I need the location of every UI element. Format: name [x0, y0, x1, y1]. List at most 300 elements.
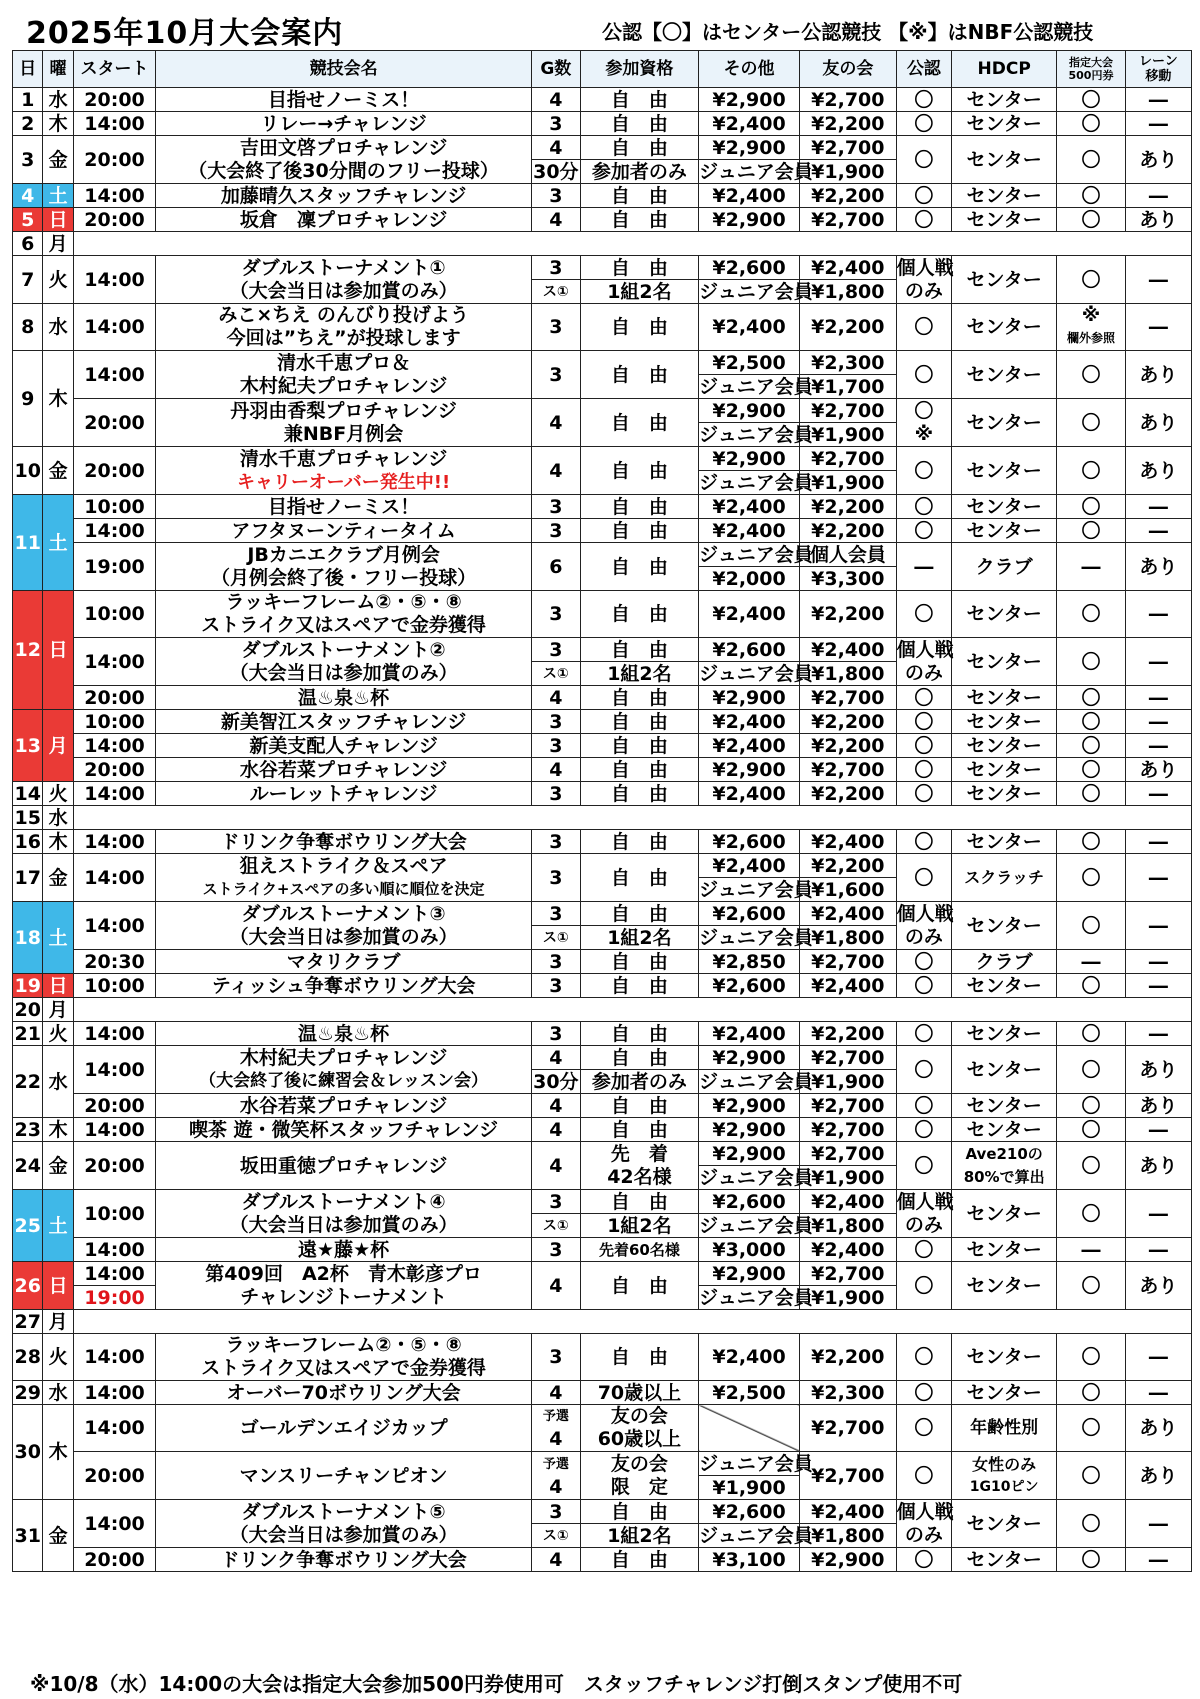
col-start: スタート [73, 51, 156, 88]
cell-line: 先 着 [610, 1142, 668, 1165]
table-cell: 自 由 [580, 256, 698, 280]
table-cell: 20:00 [73, 686, 156, 710]
table-cell: センター [952, 1238, 1057, 1262]
table-cell: 4 [531, 1381, 580, 1405]
table-cell: 4 [531, 208, 580, 232]
table-cell: 〇 [896, 1094, 951, 1118]
table-cell: ¥2,600 [699, 902, 800, 926]
table-cell: 火 [43, 1334, 73, 1381]
table-cell: 19 [14, 974, 41, 997]
table-cell [156, 447, 532, 495]
table-cell: 〇 [1057, 734, 1125, 758]
table-cell: ¥2,900 [800, 1548, 897, 1572]
table-row [13, 1142, 1192, 1166]
table-cell: ¥2,900 [699, 1142, 800, 1166]
table-cell: ¥2,400 [800, 974, 897, 998]
table-cell: 20:30 [73, 950, 156, 974]
table-cell: 金 [43, 1142, 73, 1190]
table-cell: 27 [14, 1310, 41, 1333]
table-cell: センター [952, 112, 1057, 136]
cell-line: （大会当日は参加賞のみ） [229, 661, 458, 684]
table-row [13, 638, 1192, 662]
table-cell: ¥2,400 [699, 1022, 800, 1046]
table-cell: 〇 [896, 208, 951, 232]
table-cell: ドリンク争奪ボウリング大会 [156, 830, 532, 854]
cell-line: ダブルストーナメント② [241, 638, 446, 661]
cell-line: 予選 [542, 1409, 569, 1424]
table-cell [156, 304, 532, 351]
table-cell: 4 [531, 447, 580, 495]
table-cell: ¥2,400 [800, 256, 897, 280]
table-cell: 〇 [1057, 1142, 1125, 1190]
cell-line: 個人戦 [896, 638, 954, 661]
table-row-empty [13, 1310, 1192, 1334]
table-row [13, 1381, 1192, 1405]
table-cell: 〇 [1057, 519, 1125, 543]
table-cell: あり [1125, 1452, 1191, 1500]
table-cell: ¥1,900 [699, 1476, 800, 1500]
table-cell: ¥2,500 [699, 1381, 800, 1405]
table-cell: 〇 [896, 1548, 951, 1572]
table-cell: 3 [531, 1500, 580, 1524]
table-cell: 木 [43, 830, 73, 854]
table-cell: ― [1125, 495, 1191, 519]
table-cell: 年齢性別 [952, 1405, 1057, 1452]
table-cell: ¥2,700 [800, 1118, 897, 1142]
table-cell: 20:00 [73, 208, 156, 232]
table-cell: 6 [13, 232, 43, 256]
table-cell: ¥2,400 [800, 1238, 897, 1262]
table-cell: 〇 [896, 1334, 951, 1381]
table-cell: 3 [531, 1190, 580, 1214]
table-cell: 22 [13, 1046, 43, 1118]
table-cell: ¥1,800 [800, 926, 897, 950]
cell-line: 60歳以上 [597, 1428, 682, 1450]
table-cell: 〇 [1057, 1022, 1125, 1046]
table-cell: ¥2,900 [699, 1046, 800, 1070]
table-cell: ― [1057, 543, 1125, 591]
table-cell: ジュニア会員 [699, 375, 813, 398]
table-cell: 12 [13, 591, 43, 710]
table-cell: ¥2,400 [800, 1500, 897, 1524]
table-cell: ¥2,600 [699, 638, 800, 662]
table-cell: 〇 [896, 1238, 951, 1262]
table-cell: 水 [43, 1046, 73, 1118]
cell-line: ラッキーフレーム②・⑤・⑧ [225, 591, 462, 613]
table-cell: 3 [531, 495, 580, 519]
table-cell: ¥1,900 [800, 160, 897, 184]
table-cell: 自 由 [580, 304, 698, 351]
table-cell: クラブ [952, 543, 1057, 591]
table-cell: ¥2,900 [699, 399, 800, 423]
cell-line: 吉田文啓プロチャレンジ [239, 136, 448, 159]
table-cell: ― [1125, 974, 1191, 998]
table-cell: 月 [43, 232, 73, 256]
table-cell: 10 [13, 447, 43, 495]
cell-line: のみ [904, 279, 943, 302]
table-cell: 水谷若菜プロチャレンジ [156, 758, 532, 782]
table-cell: あり [1125, 543, 1191, 591]
cell-line: 指定大会 [1068, 56, 1113, 69]
table-cell [156, 543, 532, 591]
table-row [13, 1094, 1192, 1118]
cell-line: 兼NBF月例会 [283, 422, 404, 445]
table-cell: 新美智江スタッフチャレンジ [156, 710, 532, 734]
table-cell: ― [1125, 112, 1191, 136]
col-friend-fee: 友の会 [800, 51, 897, 88]
table-cell [73, 806, 1191, 830]
table-cell: 〇 [1057, 854, 1125, 902]
table-cell [73, 1310, 1191, 1334]
table-cell: ジュニア会員 [699, 543, 813, 566]
table-cell: ¥2,400 [699, 734, 800, 758]
table-cell: 〇 [896, 686, 951, 710]
cell-line: 清水千恵プロチャレンジ [239, 447, 448, 470]
table-cell: ¥1,800 [800, 1524, 897, 1548]
table-cell: あり [1125, 208, 1191, 232]
table-cell: マンスリーチャンピオン [156, 1452, 532, 1500]
table-cell: ¥2,400 [699, 495, 800, 519]
table-cell: 15 [14, 806, 41, 829]
table-cell: 参加者のみ [580, 160, 698, 184]
table-cell: 自 由 [580, 447, 698, 495]
table-cell: アフタヌーンティータイム [156, 519, 532, 543]
table-cell: 10:00 [73, 495, 156, 519]
col-certified: 公認 [896, 51, 951, 88]
table-row [13, 902, 1192, 926]
table-cell: ¥2,700 [800, 208, 897, 232]
table-cell: ¥2,600 [699, 1500, 800, 1524]
table-cell: ドリンク争奪ボウリング大会 [156, 1548, 532, 1572]
col-weekday: 曜 [43, 51, 73, 88]
table-cell: 坂田重徳プロチャレンジ [156, 1142, 532, 1190]
table-cell: ¥1,900 [800, 1166, 897, 1190]
table-cell [156, 638, 532, 686]
table-cell: 10:00 [73, 974, 156, 998]
table-cell: 〇 [896, 1262, 951, 1310]
table-cell: 1組2名 [580, 662, 698, 686]
table-cell [73, 998, 1191, 1022]
table-cell [156, 854, 532, 902]
table-cell: ― [1125, 854, 1191, 902]
table-cell [896, 902, 954, 950]
table-cell: 喫茶 遊・微笑杯スタッフチャレンジ [156, 1118, 532, 1142]
table-cell: 〇 [1057, 399, 1125, 447]
table-cell [156, 136, 532, 184]
table-cell: ¥2,300 [800, 1381, 897, 1405]
table-cell: ― [896, 543, 951, 591]
table-cell: 自 由 [580, 638, 698, 662]
table-row [13, 1548, 1192, 1572]
table-cell [896, 638, 954, 686]
cell-line: ストライク又はスペアで金券獲得 [201, 614, 486, 636]
table-cell: 〇 [896, 519, 951, 543]
cell-line: 〇 [914, 399, 934, 422]
table-cell: ¥1,600 [800, 878, 897, 902]
table-cell: ¥2,400 [699, 591, 800, 638]
table-cell: ¥2,300 [800, 351, 897, 375]
table-cell: 3 [531, 782, 580, 806]
table-cell: 〇 [1057, 1118, 1125, 1142]
table-row [13, 88, 1192, 112]
table-cell: ― [1125, 1500, 1191, 1548]
cell-line: ダブルストーナメント③ [241, 902, 446, 925]
table-cell [156, 1046, 532, 1094]
table-cell [896, 399, 951, 447]
table-cell [156, 591, 532, 638]
cell-line: ※ [1081, 304, 1101, 326]
table-cell: 10:00 [73, 591, 156, 638]
table-cell: 自 由 [580, 351, 698, 399]
table-cell: センター [952, 136, 1057, 184]
cell-line: JBカニエクラブ月例会 [247, 543, 440, 566]
table-cell: ¥2,600 [699, 256, 800, 280]
table-cell: センター [952, 208, 1057, 232]
table-cell [156, 1262, 532, 1310]
table-cell: 日 [43, 591, 73, 710]
table-cell: センター [952, 758, 1057, 782]
table-cell: 〇 [896, 950, 951, 974]
cell-line: （大会当日は参加賞のみ） [229, 279, 458, 302]
table-cell: ¥1,900 [800, 1286, 897, 1310]
table-cell: 自 由 [580, 1548, 698, 1572]
table-cell: 〇 [1057, 447, 1125, 495]
table-cell: 〇 [1057, 974, 1125, 998]
table-cell: ¥2,200 [800, 1334, 897, 1381]
table-cell: ¥2,900 [699, 1094, 800, 1118]
table-cell: 自 由 [580, 591, 698, 638]
table-cell: 14:00 [73, 1334, 156, 1381]
table-cell: 20:00 [73, 399, 156, 447]
col-day: 日 [13, 51, 43, 88]
table-cell: ― [1125, 710, 1191, 734]
table-cell: 14:00 [73, 304, 156, 351]
table-cell: 〇 [896, 974, 951, 998]
table-cell: 3 [531, 1022, 580, 1046]
table-cell: ¥2,200 [800, 495, 897, 519]
table-cell: 自 由 [580, 1022, 698, 1046]
table-cell: センター [952, 830, 1057, 854]
cell-line: ダブルストーナメント⑤ [241, 1500, 446, 1523]
table-cell: 月 [43, 1310, 73, 1334]
table-cell: 19:00 [73, 1286, 156, 1310]
table-cell: 〇 [1057, 88, 1125, 112]
cell-line: 友の会 [610, 1452, 668, 1475]
table-cell: 18 [13, 902, 43, 974]
table-cell: ¥2,900 [699, 447, 800, 471]
table-cell: 〇 [896, 758, 951, 782]
table-cell: 〇 [1057, 1094, 1125, 1118]
table-cell: 〇 [1057, 1046, 1125, 1094]
table-cell: 14:00 [73, 1381, 156, 1405]
table-cell: 〇 [1057, 1500, 1125, 1548]
no-fee-cell [699, 1405, 800, 1452]
table-cell [156, 351, 532, 399]
table-cell: ¥1,900 [800, 471, 897, 495]
table-cell: ジュニア会員 [699, 1286, 813, 1309]
table-cell: センター [952, 495, 1057, 519]
table-cell: 1組2名 [580, 926, 698, 950]
table-cell: 日 [43, 974, 73, 998]
table-header-row [13, 51, 1192, 88]
table-cell: 3 [531, 256, 580, 280]
table-cell: 〇 [896, 136, 951, 184]
cell-line: ストライク+スペアの多い順に順位を決定 [202, 879, 485, 898]
table-row [13, 1190, 1192, 1214]
table-cell: 〇 [1057, 782, 1125, 806]
table-cell: ¥2,700 [800, 1046, 897, 1070]
table-cell: ジュニア会員 [699, 662, 813, 685]
table-cell: スクラッチ [952, 854, 1057, 902]
table-cell: センター [952, 1046, 1057, 1094]
table-cell [531, 1452, 580, 1500]
table-cell: 1組2名 [580, 280, 698, 304]
table-cell: 土 [43, 495, 73, 591]
table-cell: ¥1,800 [800, 1214, 897, 1238]
table-cell: 木 [43, 112, 73, 136]
table-cell: 3 [531, 1334, 580, 1381]
table-cell: あり [1125, 447, 1191, 495]
table-cell: センター [952, 1094, 1057, 1118]
table-cell: 〇 [1057, 758, 1125, 782]
table-cell: 土 [43, 184, 73, 208]
cell-line: 木村紀夫プロチャレンジ [239, 374, 448, 397]
table-row [13, 136, 1192, 160]
table-cell: 20:00 [73, 88, 156, 112]
table-cell: ジュニア会員 [699, 878, 813, 901]
table-cell: ¥2,900 [699, 136, 800, 160]
table-cell: 月 [43, 998, 73, 1022]
table-cell: ¥2,400 [800, 1190, 897, 1214]
table-cell: ¥2,400 [699, 112, 800, 136]
table-cell: 火 [43, 782, 73, 806]
cell-line: 4 [549, 1475, 563, 1498]
table-row [13, 710, 1192, 734]
table-cell: 〇 [1057, 686, 1125, 710]
table-cell: 13 [13, 710, 43, 782]
col-hdcp: HDCP [952, 51, 1057, 88]
table-cell: ジュニア会員 [699, 1524, 813, 1547]
table-cell: ― [1125, 256, 1191, 304]
table-cell [896, 1500, 954, 1548]
table-cell: ― [1125, 1548, 1191, 1572]
table-cell: ジュニア会員 [699, 471, 813, 494]
table-cell: 〇 [1057, 351, 1125, 399]
table-row [13, 734, 1192, 758]
table-cell: 14:00 [73, 1405, 156, 1452]
table-cell: オーバー70ボウリング大会 [156, 1381, 532, 1405]
table-cell: センター [952, 1022, 1057, 1046]
table-cell: ― [1125, 902, 1191, 950]
table-cell: ¥2,900 [699, 686, 800, 710]
footer-note: ※10/8（水）14:00の大会は指定大会参加500円券使用可 スタッフチャレンジ打倒スタンプ使用不可 [30, 1672, 963, 1696]
table-cell: 〇 [896, 184, 951, 208]
table-cell: センター [952, 1334, 1057, 1381]
cell-line: チャレンジトーナメント [240, 1285, 447, 1308]
table-cell: ¥2,200 [800, 854, 897, 878]
table-cell: 〇 [896, 734, 951, 758]
col-other-fee: その他 [699, 51, 800, 88]
table-cell: 水谷若菜プロチャレンジ [156, 1094, 532, 1118]
table-cell: ス① [531, 1214, 580, 1238]
table-cell: ¥2,400 [800, 902, 897, 926]
cell-line: のみ [904, 1523, 943, 1546]
table-row [13, 1500, 1192, 1524]
table-cell: ¥2,700 [800, 950, 897, 974]
table-cell: 3 [531, 591, 580, 638]
table-cell: 3 [531, 304, 580, 351]
table-cell: クラブ [952, 950, 1057, 974]
cell-line: 友の会 [610, 1405, 668, 1427]
table-row [13, 1262, 1192, 1286]
table-cell: ¥2,900 [699, 1262, 800, 1286]
table-cell: 4 [531, 88, 580, 112]
table-cell: センター [952, 734, 1057, 758]
table-cell: 〇 [1057, 495, 1125, 519]
table-cell: 20 [14, 998, 41, 1021]
table-cell: ¥2,200 [800, 184, 897, 208]
table-cell: 3 [531, 902, 580, 926]
table-cell: 自 由 [580, 1262, 698, 1310]
table-cell: ¥2,600 [699, 830, 800, 854]
table-cell: 自 由 [580, 208, 698, 232]
table-cell: 自 由 [580, 495, 698, 519]
table-cell: 自 由 [580, 184, 698, 208]
table-cell: 月 [43, 710, 73, 782]
table-cell: 〇 [896, 112, 951, 136]
table-cell: ジュニア会員 [699, 926, 813, 949]
table-cell: 〇 [1057, 208, 1125, 232]
cell-line: 木村紀夫プロチャレンジ [239, 1046, 448, 1069]
table-cell: ¥2,400 [699, 782, 800, 806]
table-cell: 1組2名 [580, 1524, 698, 1548]
cell-line: 個人戦 [896, 256, 954, 279]
table-row [13, 184, 1192, 208]
carryover-notice: キャリーオーバー発生中!! [237, 471, 451, 493]
table-row-empty [13, 998, 1192, 1022]
table-cell: 水 [43, 1381, 73, 1405]
table-cell: ¥2,850 [699, 950, 800, 974]
table-cell [580, 1452, 698, 1500]
table-row [13, 351, 1192, 375]
table-cell: 自 由 [580, 734, 698, 758]
cell-line: 予選 [542, 1456, 569, 1472]
table-cell: マタリクラブ [156, 950, 532, 974]
cell-line: （大会当日は参加賞のみ） [229, 925, 458, 948]
table-row [13, 974, 1192, 998]
table-cell: 自 由 [580, 1118, 698, 1142]
table-cell: ¥2,200 [800, 304, 897, 351]
table-cell: あり [1125, 1142, 1191, 1190]
table-cell: 自 由 [580, 519, 698, 543]
cell-line: 清水千恵プロ＆ [277, 351, 411, 374]
table-cell: 14:00 [73, 638, 156, 686]
table-cell: 〇 [1057, 1190, 1125, 1238]
cell-line: （大会終了後に練習会＆レッスン会） [199, 1070, 489, 1091]
table-cell: 〇 [896, 782, 951, 806]
table-cell: ¥3,100 [699, 1548, 800, 1572]
table-cell [580, 1142, 698, 1190]
cell-line: 限 定 [610, 1475, 668, 1498]
table-cell: センター [952, 184, 1057, 208]
table-cell: 31 [13, 1500, 43, 1572]
table-cell [896, 1190, 954, 1238]
table-cell: 10:00 [73, 1190, 156, 1238]
table-cell: ¥2,200 [800, 710, 897, 734]
table-cell: ¥2,200 [800, 591, 897, 638]
table-row [13, 304, 1192, 351]
table-cell: ¥2,200 [800, 782, 897, 806]
